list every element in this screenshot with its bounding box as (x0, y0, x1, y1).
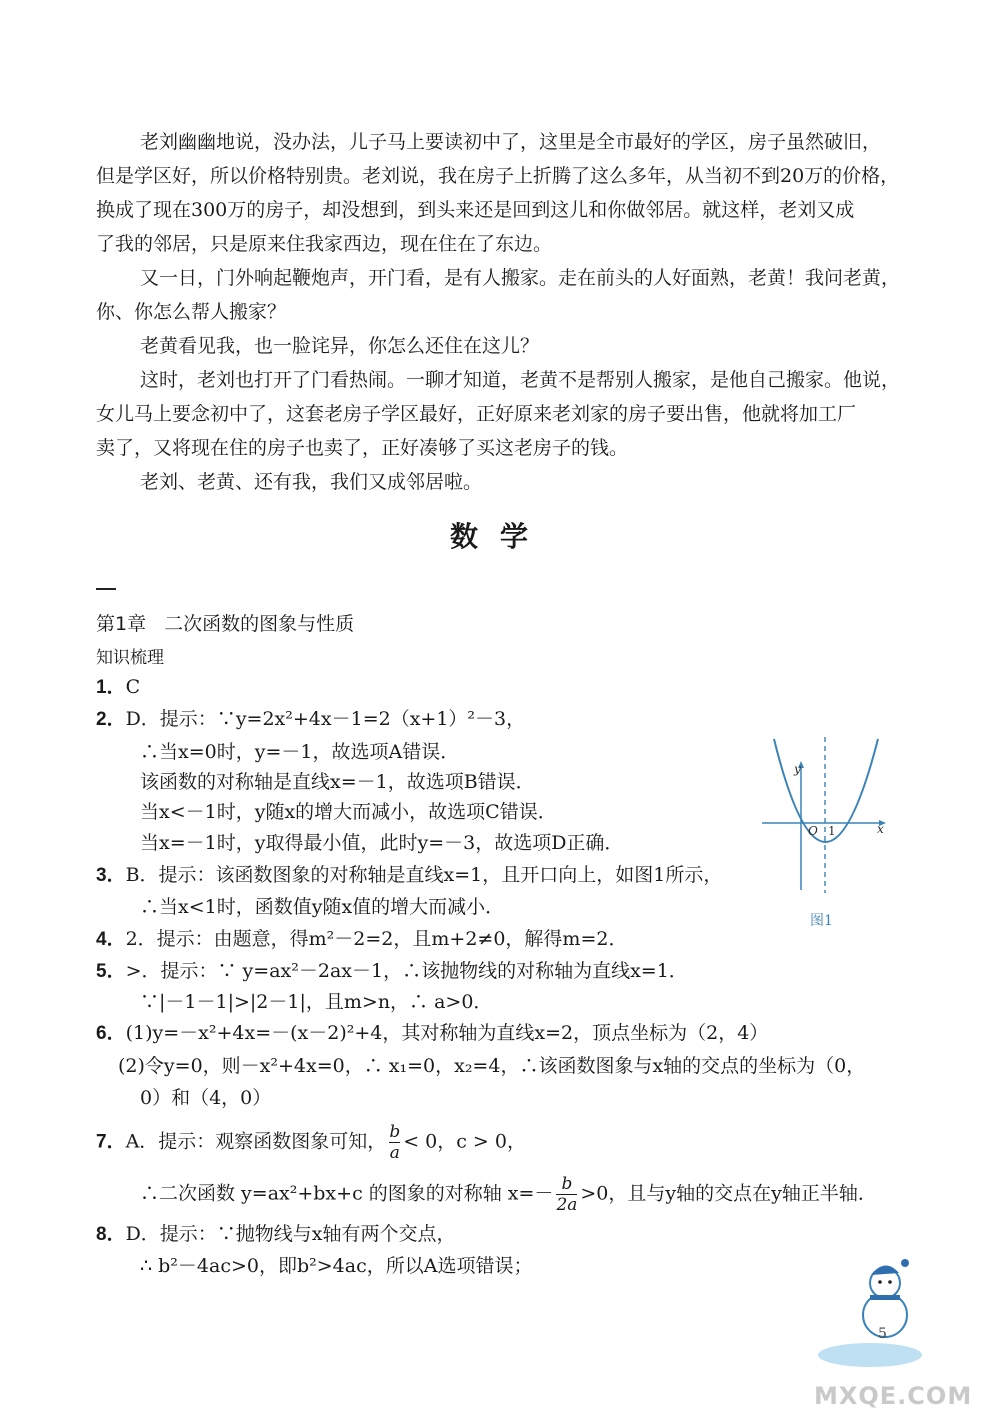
origin-label: O (808, 824, 818, 838)
answer-number: 6． (96, 1023, 126, 1044)
parabola-figure (760, 735, 890, 895)
page-number: 5 (878, 1326, 887, 1342)
ice-ellipse (818, 1343, 922, 1367)
section-divider (96, 588, 116, 590)
fraction-b-over-a (389, 1122, 400, 1163)
watermark: MXQE.COM (814, 1382, 973, 1410)
answer-7-line-2 (140, 1174, 877, 1215)
fraction-denominator: 2a (556, 1195, 578, 1215)
answer-2-line-3: 该函数的对称轴是直线x=－1，故选项B错误． (140, 771, 535, 793)
answer-4 (96, 930, 627, 949)
section-title: 数学 (449, 520, 550, 553)
answer-6-line-2: (2)令y=0，则－x²+4x=0，∴ x₁=0，x₂=4，∴该函数图象与x轴的交点的坐标为（0， (118, 1055, 866, 1077)
fraction-b-over-2a (556, 1174, 577, 1215)
answer-8-line-2: ∴ b²－4ac>0，即b²>4ac，所以A选项错误； (140, 1255, 533, 1277)
x-axis-label: x (877, 822, 884, 836)
answer-number: 8． (96, 1224, 126, 1245)
answer-text: D．提示：∵抛物线与x轴有两个交点， (125, 1223, 456, 1245)
answer-2-line-5: 当x=－1时，y取得最小值，此时y=－3，故选项D正确． (140, 832, 624, 854)
hat-pompom (901, 1259, 909, 1267)
answer-number: 5． (96, 961, 126, 982)
answer-3 (96, 866, 722, 885)
answer-1 (96, 678, 140, 697)
figure-caption: 图1 (810, 913, 833, 929)
story-line-3: 换成了现在300万的房子，却没想到，到头来还是回到这儿和你做邻居。就这样，老刘又成 (96, 199, 855, 221)
story-line-5: 又一日，门外响起鞭炮声，开门看，是有人搬家。走在前头的人好面熟，老黄！我问老黄， (140, 267, 901, 289)
answer-5 (96, 962, 688, 981)
tick-label-1: 1 (828, 824, 836, 838)
answer-number: 4． (96, 929, 126, 950)
answer-8 (96, 1225, 456, 1244)
answer-2-line-4: 当x<－1时，y随x的增大而减小，故选项C错误． (140, 801, 557, 823)
story-line-1: 老刘幽幽地说，没办法，儿子马上要读初中了，这里是全市最好的学区，房子虽然破旧， (140, 131, 882, 153)
story-line-6: 你、你怎么帮人搬家？ (96, 301, 287, 323)
chapter-name: 二次函数的图象与性质 (164, 613, 355, 635)
answer-number: 1． (96, 677, 126, 698)
fraction-denominator: a (389, 1143, 400, 1163)
answer-text: C (125, 676, 141, 698)
story-line-4: 了我的邻居，只是原来住我家西边，现在住在了东边。 (96, 233, 553, 255)
answer-text: B．提示：该函数图象的对称轴是直线x=1，且开口向上，如图1所示， (125, 864, 723, 886)
story-line-11: 老刘、老黄、还有我，我们又成邻居啦。 (140, 471, 483, 493)
answer-6 (96, 1024, 768, 1043)
y-axis-label: y (794, 762, 801, 776)
answer-2 (96, 710, 525, 729)
answer-number: 3． (96, 865, 126, 886)
story-line-8: 这时，老刘也打开了门看热闹。一聊才知道，老黄不是帮别人搬家，是他自己搬家。他说， (140, 369, 901, 391)
fraction-numerator: b (556, 1174, 577, 1195)
answer-number: 7． (96, 1131, 126, 1153)
answer-text: A．提示：观察函数图象可知， (125, 1130, 387, 1153)
answer-text: >0，且与y轴的交点在y轴正半轴． (580, 1182, 877, 1205)
answer-number: 2． (96, 709, 126, 730)
fraction-numerator: b (389, 1122, 401, 1142)
answer-text: ∴二次函数 y=ax²+bx+c 的图象的对称轴 x=－ (140, 1182, 554, 1205)
subheading: 知识梳理 (96, 648, 164, 668)
answer-text: D．提示：∵ (125, 708, 236, 730)
chapter-number: 第1章 (96, 613, 147, 635)
answer-text: < 0，c > 0， (403, 1130, 526, 1153)
snowman-eye (888, 1280, 892, 1284)
formula: y=2x²+4x－1=2（x+1）²－3， (235, 708, 526, 730)
story-line-2: 但是学区好，所以价格特别贵。老刘说，我在房子上折腾了这么多年，从当初不到20万的价格， (96, 165, 900, 187)
answer-2-line-2: ∴当x=0时，y=－1，故选项A错误． (140, 741, 460, 763)
snowman-scarf (870, 1295, 900, 1300)
answer-6-line-3: 0）和（4，0） (140, 1087, 272, 1109)
story-line-10: 卖了，又将现在住的房子也卖了，正好凑够了买这老房子的钱。 (96, 437, 629, 459)
story-line-9: 女儿马上要念初中了，这套老房子学区最好，正好原来老刘家的房子要出售，他就将加工厂 (96, 403, 857, 425)
answer-text: >．提示：∵ y=ax²－2ax－1，∴该抛物线的对称轴为直线x=1． (125, 960, 688, 982)
snowman-mascot-icon (815, 1255, 925, 1380)
chapter-heading (96, 609, 372, 636)
answer-5-line-2: ∵|－1－1|>|2－1|，且m>n，∴ a>0． (140, 991, 493, 1013)
snowman-eye (878, 1280, 882, 1284)
answer-text: (1)y=－x²+4x=－(x－2)²+4，其对称轴为直线x=2，顶点坐标为（2，4） (125, 1022, 769, 1044)
answer-text: 2．提示：由题意，得m²－2=2，且m+2≠0，解得m=2． (125, 928, 628, 950)
answer-3-line-2: ∴当x<1时，函数值y随x值的增大而减小． (140, 896, 505, 918)
story-line-7: 老黄看见我，也一脸诧异，你怎么还住在这儿？ (140, 335, 540, 357)
parabola-curve (774, 739, 878, 842)
answer-7 (96, 1122, 526, 1163)
